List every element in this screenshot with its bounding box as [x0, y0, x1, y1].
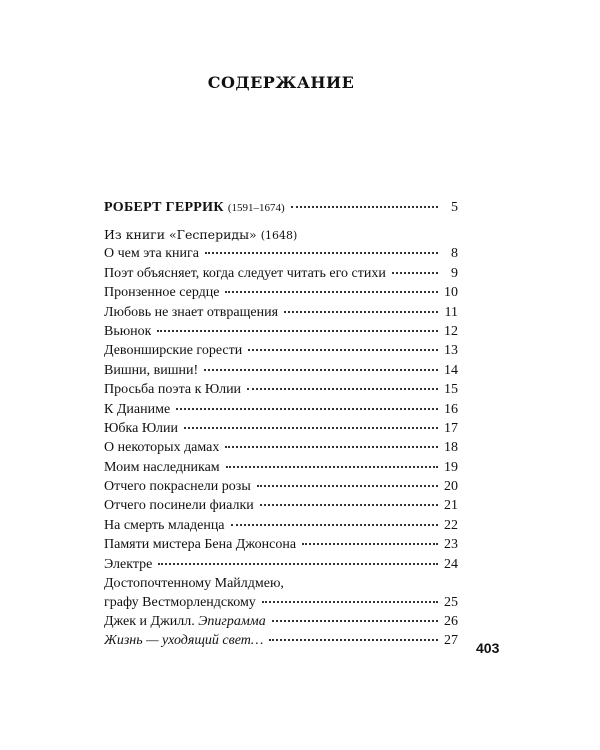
entry-title-line2: графу Вестморлендскому [104, 595, 256, 611]
dot-leader [262, 601, 438, 603]
page-number: 12 [444, 323, 458, 339]
toc-entry [104, 341, 458, 360]
entry-title: Отчего посинели фиалки [104, 498, 254, 514]
page-number: 10 [444, 285, 458, 301]
toc-entry [104, 438, 458, 457]
section-heading [104, 225, 458, 244]
page-number: 17 [444, 420, 458, 436]
dot-leader [184, 427, 438, 429]
dot-leader [157, 330, 438, 332]
entry-title: Памяти мистера Бена Джонсона [104, 537, 297, 553]
author-name: РОБЕРТ ГЕРРИК [104, 200, 224, 215]
dot-leader [291, 206, 438, 208]
page-number: 21 [444, 498, 458, 514]
author-years: (1591–1674) [227, 202, 285, 214]
entry-title: Вишни, вишни! [104, 362, 199, 378]
toc-entry [104, 283, 458, 302]
section-year: (1648) [260, 229, 298, 243]
toc-entry [104, 322, 458, 341]
entry-title: Пронзенное сердце [104, 285, 220, 301]
page-number: 24 [444, 556, 458, 572]
entry-title: Девонширские горести [104, 343, 243, 359]
dot-leader [176, 408, 438, 410]
entry-title: На смерть младенца [104, 517, 225, 533]
entry-title: Юбка Юлии [104, 420, 178, 436]
page-number: 16 [444, 401, 458, 417]
page-number: 22 [444, 517, 458, 533]
toc-entry [104, 458, 458, 477]
dot-leader [204, 369, 438, 371]
dot-leader [272, 620, 438, 622]
entry-title: Поэт объясняет, когда следует читать его стихи [104, 265, 386, 281]
entry-title-line2-row [104, 593, 458, 612]
toc-entry [104, 400, 458, 419]
entry-title: Моим наследникам [104, 459, 220, 475]
page-number: 14 [444, 362, 458, 378]
toc-entry [104, 264, 458, 283]
page-number: 27 [444, 633, 458, 649]
entry-title: Вьюнок [104, 323, 152, 339]
dot-leader [269, 639, 438, 641]
page-number: 20 [444, 479, 458, 495]
entry-title-line1: Достопочтенному Майлдмею, [104, 576, 284, 592]
entry-title: Электре [104, 556, 153, 572]
page-number: 26 [444, 614, 458, 630]
dot-leader [248, 349, 438, 351]
toc-entry [104, 380, 458, 399]
dot-leader [158, 563, 438, 565]
toc-entry [104, 516, 458, 535]
toc-entry [104, 535, 458, 554]
dot-leader [260, 504, 438, 506]
dot-leader [247, 388, 438, 390]
dot-leader [205, 252, 438, 254]
entry-title-block [104, 574, 458, 612]
page-number: 18 [444, 440, 458, 456]
toc-entries [104, 244, 458, 574]
dot-leader [231, 524, 438, 526]
page-number: 25 [444, 595, 458, 611]
toc-entry [104, 477, 458, 496]
entry-title: Любовь не знает отвращения [104, 304, 279, 320]
entry-title: Отчего покраснели розы [104, 479, 251, 495]
toc-entry-epigram [104, 612, 458, 631]
dot-leader [257, 485, 438, 487]
entry-title: К Дианиме [104, 401, 171, 417]
dot-leader [225, 446, 438, 448]
author-title [104, 198, 285, 218]
toc-entry [104, 244, 458, 263]
dot-leader [284, 311, 438, 313]
toc-author-row [104, 198, 458, 217]
toc-entry [104, 419, 458, 438]
entry-title: Жизнь — уходящий свет… [104, 633, 264, 649]
toc-entry [104, 303, 458, 322]
folio-page-number: 403 [476, 640, 500, 656]
page-number: 5 [451, 200, 458, 215]
page-number: 15 [444, 382, 458, 398]
toc-entry [104, 496, 458, 515]
toc-entry [104, 555, 458, 574]
page-number: 9 [451, 265, 458, 281]
dot-leader [225, 291, 438, 293]
table-of-contents [104, 198, 458, 651]
entry-title: О некоторых дамах [104, 440, 220, 456]
page-number: 8 [451, 246, 458, 262]
page-number: 11 [444, 304, 458, 320]
page-title: СОДЕРЖАНИЕ [207, 73, 355, 92]
toc-entry-last [104, 631, 458, 650]
toc-entry [104, 361, 458, 380]
section-title: Из книги «Геспериды» [104, 227, 257, 243]
toc-entry-multiline [104, 574, 458, 612]
dot-leader [226, 466, 438, 468]
page-number: 19 [444, 459, 458, 475]
page-number: 13 [444, 343, 458, 359]
entry-title-text: Джек и Джилл. [104, 614, 195, 630]
entry-title: О чем эта книга [104, 246, 199, 262]
page-number: 23 [444, 537, 458, 553]
entry-title: Просьба поэта к Юлии [104, 382, 242, 398]
entry-title [104, 612, 266, 631]
dot-leader [392, 272, 438, 274]
entry-subtitle: Эпиграмма [198, 614, 266, 630]
dot-leader [302, 543, 438, 545]
